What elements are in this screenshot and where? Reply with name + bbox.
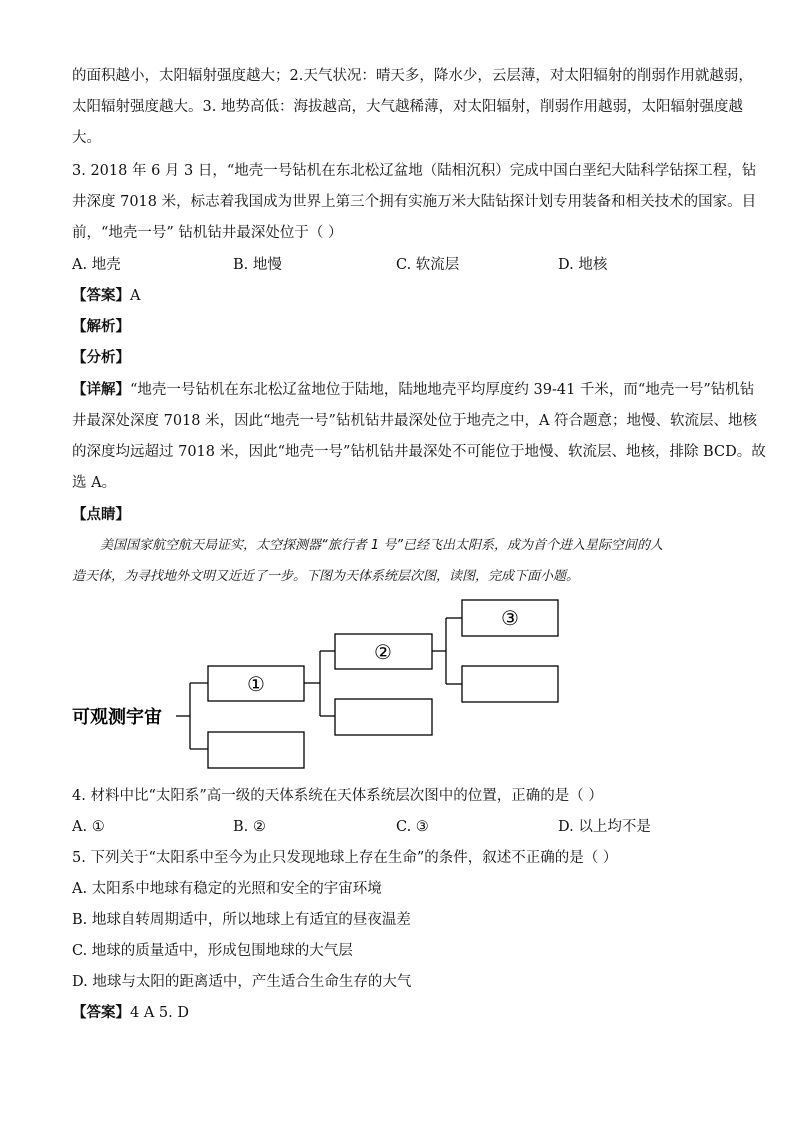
diagram-box-empty-level2	[335, 699, 432, 735]
answer45-value: 4 A 5. D	[130, 1005, 189, 1021]
detail-line-2: 井最深处深度 7018 米，因此“地壳一号”钻机钻井最深处位于地壳之中，A 符合题意；地慢、软流层、地核	[72, 413, 758, 429]
diagram-box-3-label: ③	[501, 606, 519, 630]
q4-stem: 4. 材料中比“太阳系”高一级的天体系统在天体系统层次图中的位置，正确的是（ ）	[72, 788, 603, 804]
dianjing-tag: 【点睛】	[72, 506, 130, 523]
q4-option-b: B. ②	[233, 819, 266, 835]
q3-stem-line-2: 井深度 7018 米，标志着我国成为世界上第三个拥有实施万米大陆钻探计划专用装备和相关技术的国家。目	[72, 194, 757, 210]
q5-option-a: A. 太阳系中地球有稳定的光照和安全的宇宙环境	[72, 881, 382, 897]
diagram-box-1-label: ①	[247, 672, 265, 696]
material-line-1: 美国国家航空航天局证实，太空探测器“旅行者 1 号”已经飞出太阳系，成为首个进入星际空间的人	[100, 538, 664, 553]
analysis-tag: 【解析】	[72, 318, 130, 335]
diagram-root-label: 可观测宇宙	[72, 707, 162, 728]
q4-option-d: D. 以上均不是	[558, 819, 651, 835]
material-line-2: 造天体，为寻找地外文明又近近了一步。下图为天体系统层次图，读图，完成下面小题。	[72, 569, 580, 584]
q3-option-a: A. 地壳	[72, 257, 121, 273]
answer45-tag: 【答案】	[72, 1004, 130, 1021]
detail-line-4: 选 A。	[72, 475, 117, 491]
q5-option-c: C. 地球的质量适中，形成包围地球的大气层	[72, 943, 353, 959]
q4-option-a: A. ①	[72, 819, 105, 835]
q3-stem-line-3: 前，“地壳一号” 钻机钻井最深处位于（ ）	[72, 225, 343, 241]
diagram-box-empty-level3	[462, 666, 558, 702]
diagram-box-2-label: ②	[374, 640, 392, 664]
q3-stem-line-1: 3. 2018 年 6 月 3 日，“地壳一号钻机在东北松辽盆地（陆相沉积）完成中国白垩纪大陆科学钻探工程，钻	[72, 163, 757, 179]
para1-line-1: 的面积越小，太阳辐射强度越大；2.天气状况：晴天多，降水少，云层薄，对太阳辐射的削弱作用就越弱，	[72, 68, 753, 84]
detail-tag: 【详解】	[72, 381, 130, 398]
detail-line-1	[72, 380, 755, 400]
q4-option-c: C. ③	[396, 819, 429, 835]
para1-line-3: 大。	[72, 130, 101, 146]
q3-option-b: B. 地慢	[233, 257, 282, 273]
celestial-hierarchy-diagram	[60, 592, 570, 772]
answer45-line	[72, 1003, 732, 1023]
answer3-tag: 【答案】	[72, 287, 130, 304]
q5-option-b: B. 地球自转周期适中，所以地球上有适宜的昼夜温差	[72, 912, 411, 928]
q3-option-d: D. 地核	[558, 257, 608, 273]
q5-stem: 5. 下列关于“太阳系中至今为止只发现地球上存在生命”的条件，叙述不正确的是（ ）	[72, 850, 618, 866]
answer3-value: A	[130, 288, 141, 304]
detail-text-1: “地壳一号钻机在东北松辽盆地位于陆地，陆地地壳平均厚度约 39-41 千米，而“地壳一号”钻机钻	[130, 382, 755, 398]
answer3-line	[72, 286, 732, 306]
fenxi-tag: 【分析】	[72, 349, 130, 366]
para1-line-2: 太阳辐射强度越大。3. 地势高低：海拔越高，大气越稀薄，对太阳辐射，削弱作用越弱，太阳辐射强度越	[72, 99, 743, 115]
detail-line-3: 的深度均远超过 7018 米，因此“地壳一号”钻机钻井最深处不可能位于地慢、软流层、地核，排除 BCD。故	[72, 444, 766, 460]
diagram-box-empty-level1	[208, 732, 304, 768]
q5-option-d: D. 地球与太阳的距离适中，产生适合生命生存的大气	[72, 974, 412, 990]
q3-option-c: C. 软流层	[396, 257, 460, 273]
